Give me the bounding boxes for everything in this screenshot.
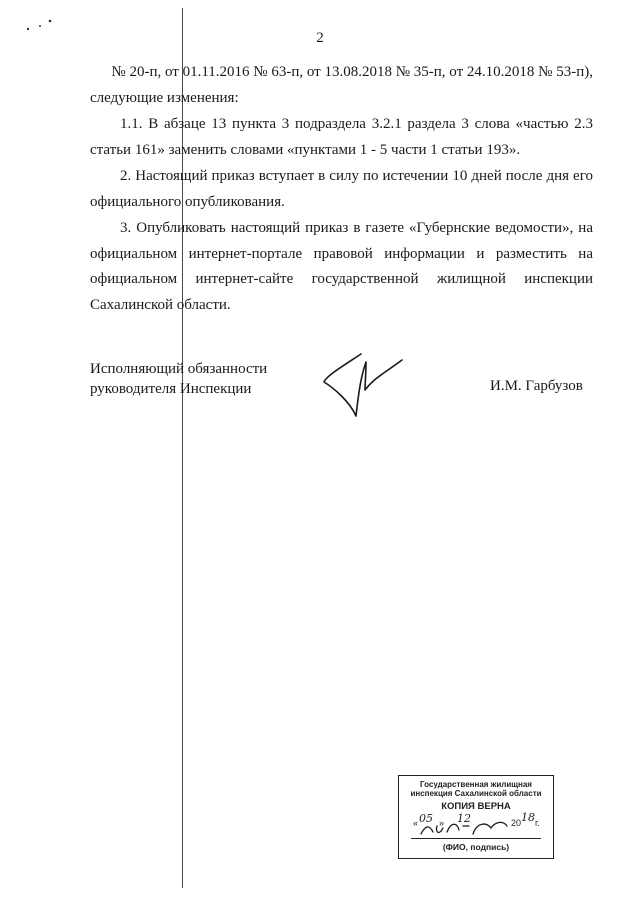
signatory-position-line-2: руководителя Инспекции — [90, 381, 252, 397]
paragraph-item-3: 3. Опубликовать настоящий приказ в газете «Губернские ведомости», на официальном интернет-портале правовой информации и разместить на официальном интернет-сайте государственной жилищной инспекции Сахалинской области. — [90, 220, 593, 313]
body-line-1: № 20-п, от 01.11.2016 № 63-п, от 13.08.2018 № 35-п, от 24.10.2018 № 53-п), — [111, 64, 593, 80]
stamp-year-suffix: г. — [535, 818, 540, 828]
handwritten-signature — [316, 344, 406, 424]
certified-copy-stamp — [398, 775, 554, 859]
stamp-signature-rule — [411, 838, 541, 839]
signatory-position — [90, 359, 267, 399]
stamp-close-quote: » — [439, 818, 445, 828]
stamp-handwritten-day: 05 — [419, 812, 433, 825]
paragraph-item-1-1: 1.1. В абзаце 13 пункта 3 подраздела 3.2.1 раздела 3 слова «частью 2.3 статьи 161» заменить словами «пунктами 1 - 5 части 1 статьи 193». — [90, 116, 593, 158]
stamp-title: КОПИЯ ВЕРНА — [441, 801, 511, 812]
stamp-organization-line-2: инспекция Сахалинской области — [410, 789, 542, 798]
stamp-open-quote: « — [413, 818, 419, 828]
paragraph-item-2: 2. Настоящий приказ вступает в силу по истечении 10 дней после дня его официального опубликования. — [90, 168, 593, 210]
stamp-fio-label: (ФИО, подпись) — [442, 842, 510, 852]
signatory-name: И.М. Гарбузов — [490, 378, 583, 394]
stamp-handwritten-year: 18 — [521, 811, 535, 824]
page-number: 2 — [316, 30, 324, 46]
stamp-handwritten-month: 12 — [457, 812, 471, 825]
signatory-position-line-1: Исполняющий обязанности — [90, 361, 268, 377]
stamp-organization-line-1: Государственная жилищная — [420, 780, 532, 789]
stamp-year-prefix: 20 — [511, 818, 522, 828]
body-line-2: следующие изменения: — [90, 90, 239, 106]
